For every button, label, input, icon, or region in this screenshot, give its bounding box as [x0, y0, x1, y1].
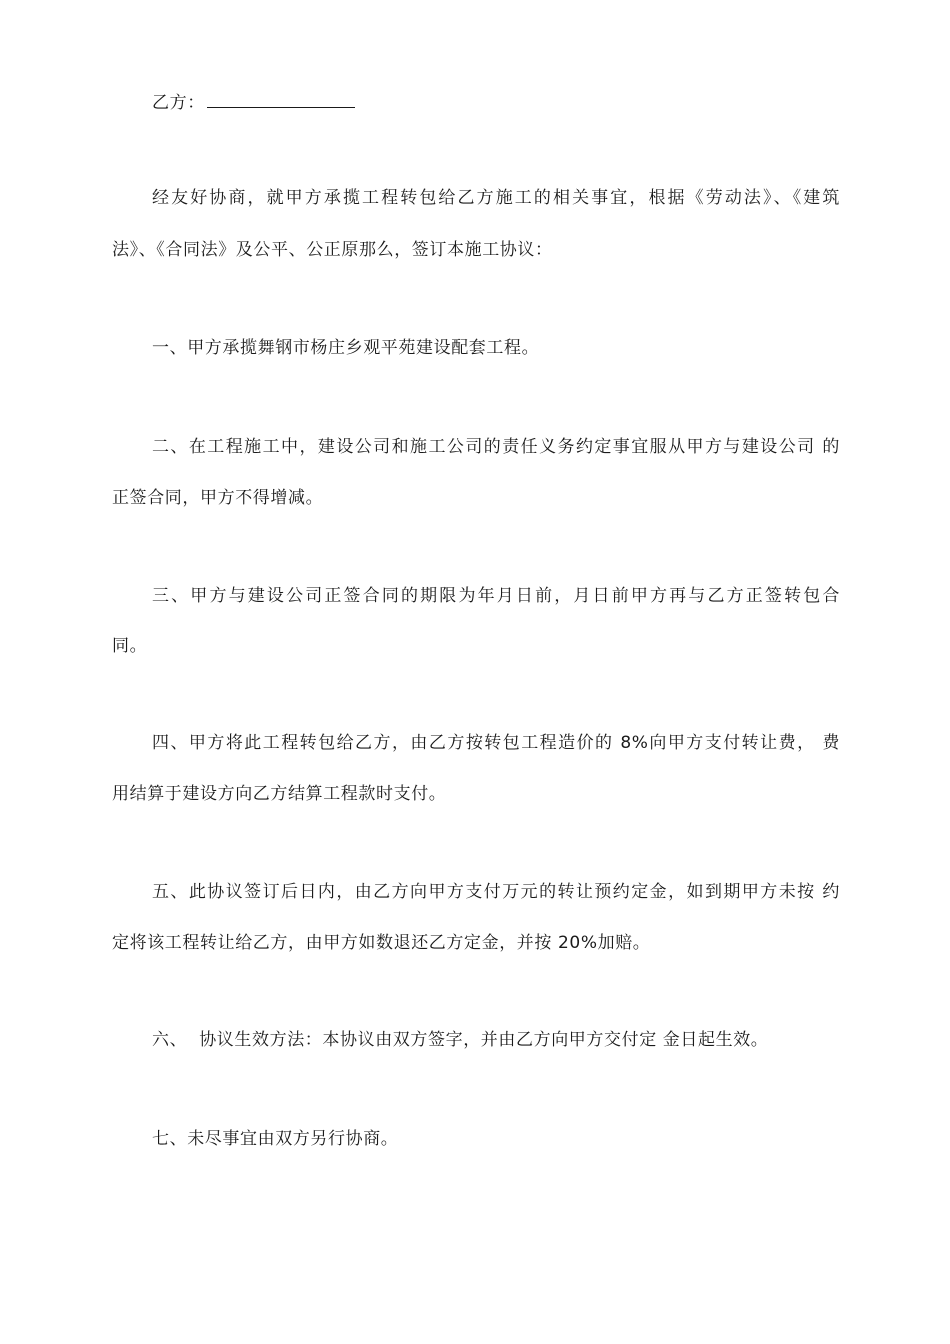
party-b-line — [152, 91, 355, 113]
clause-3-line-2: 同。 — [112, 636, 148, 656]
clause-5-line-2: 定将该工程转让给乙方，由甲方如数退还乙方定金，并按 20%加赔。 — [112, 933, 651, 953]
preamble-line-1: 经友好协商，就甲方承揽工程转包给乙方施工的相关事宜，根据《劳动法》、《建筑 — [152, 188, 840, 208]
clause-6-line-1: 六、 协议生效方法：本协议由双方签字，并由乙方向甲方交付定 金日起生效。 — [152, 1030, 769, 1050]
clause-1-line-1: 一、甲方承揽舞钢市杨庄乡观平苑建设配套工程。 — [152, 338, 540, 358]
clause-4-line-2: 用结算于建设方向乙方结算工程款时支付。 — [112, 784, 447, 804]
clause-4-line-1: 四、甲方将此工程转包给乙方，由乙方按转包工程造价的 8%向甲方支付转让费， 费 — [152, 733, 840, 753]
clause-3-line-1: 三、甲方与建设公司正签合同的期限为年月日前，月日前甲方再与乙方正签转包合 — [152, 586, 840, 606]
clause-7-line-1: 七、未尽事宜由双方另行协商。 — [152, 1129, 399, 1149]
clause-5-line-1: 五、此协议签订后日内，由乙方向甲方支付万元的转让预约定金，如到期甲方未按 约 — [152, 882, 840, 902]
clause-2-line-2: 正签合同，甲方不得增减。 — [112, 488, 324, 508]
clause-2-line-1: 二、在工程施工中，建设公司和施工公司的责任义务约定事宜服从甲方与建设公司 的 — [152, 437, 840, 457]
preamble-line-2: 法》、《合同法》及公平、公正原那么，签订本施工协议： — [112, 240, 553, 260]
party-b-label: 乙方： — [152, 93, 205, 113]
party-b-blank — [207, 91, 355, 108]
